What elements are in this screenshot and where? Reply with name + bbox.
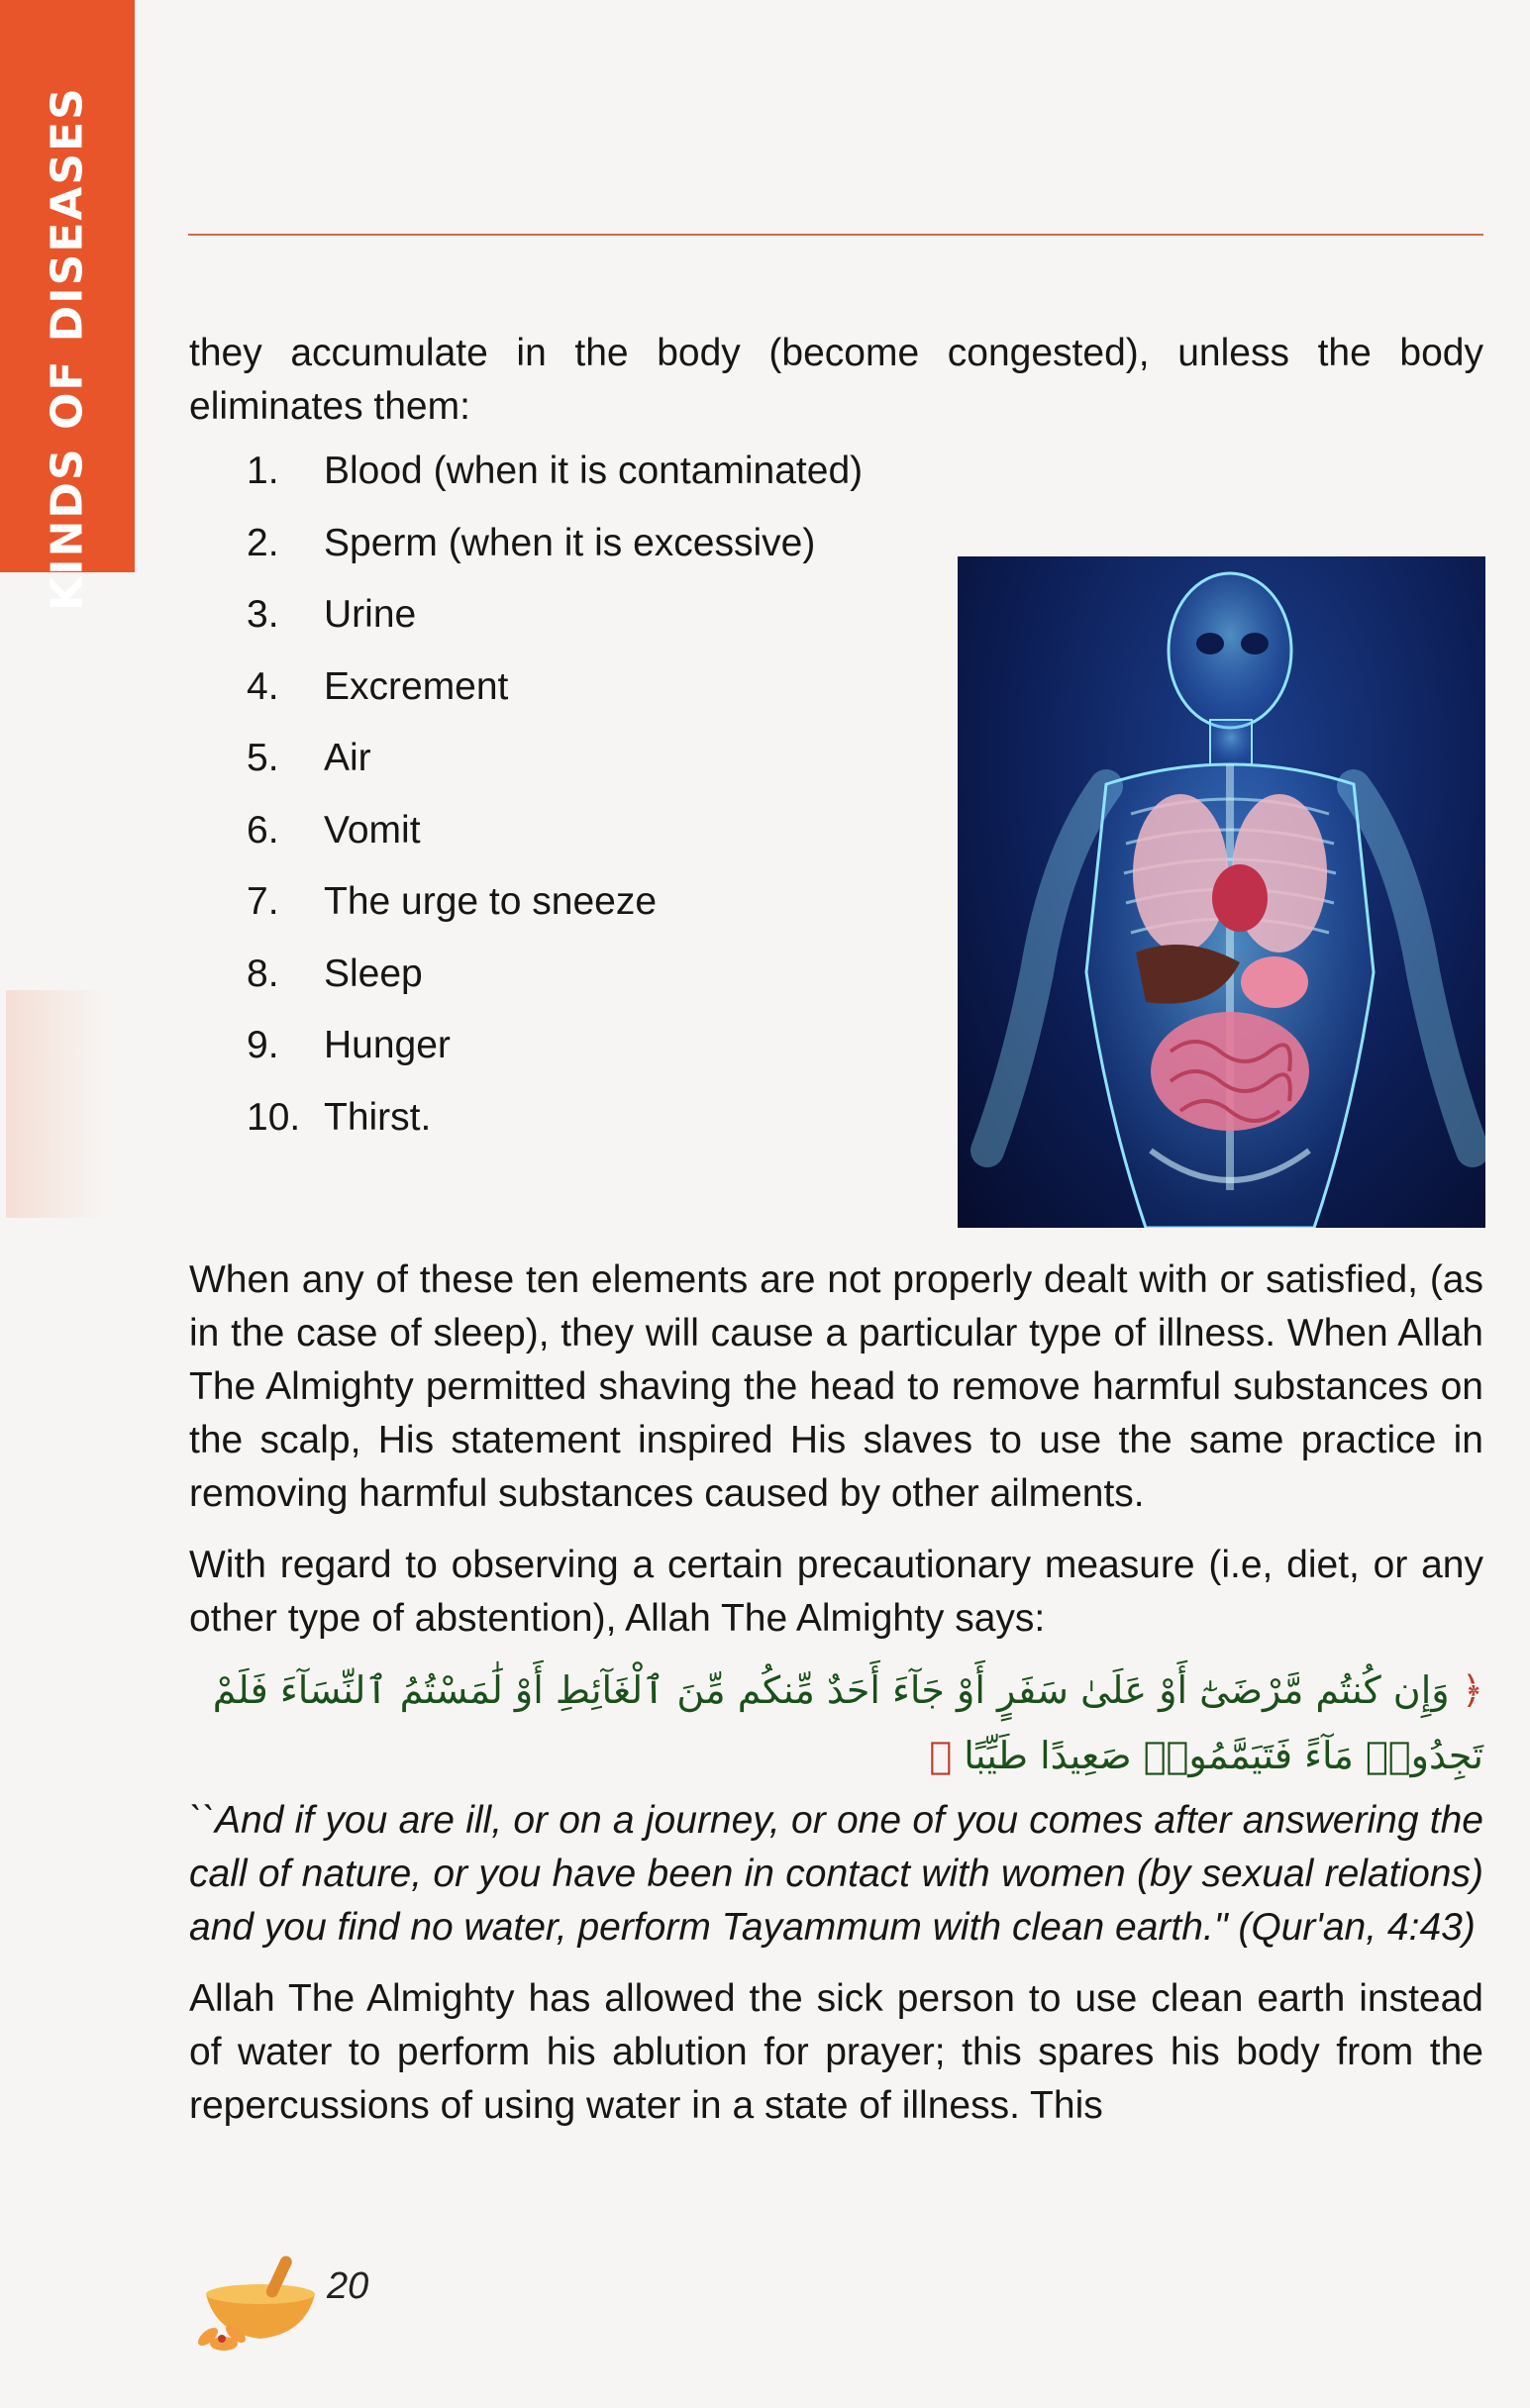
list-item: 4. Excrement	[247, 664, 509, 708]
list-item: 2. Sperm (when it is excessive)	[247, 521, 816, 564]
verse-close-mark: ﴾	[929, 1734, 953, 1777]
list-item: 8. Sleep	[247, 952, 423, 995]
anatomy-illustration	[958, 556, 1485, 1228]
verse-line: تَجِدُوا۟ مَآءً فَتَيَمَّمُوا۟ صَعِيدًا طَيِّبًا ﴾	[929, 1734, 1483, 1777]
list-item: 9. Hunger	[247, 1024, 451, 1066]
section-tab-label: KINDS OF DISEASES	[42, 86, 93, 611]
quran-verse-arabic	[189, 1657, 1483, 1788]
mortar-pestle-flower-icon	[186, 2240, 335, 2358]
list-item: 5. Air	[247, 737, 371, 779]
list-item: 7. The urge to sneeze	[247, 880, 658, 923]
intro-paragraph: they accumulate in the body (become congested), unless the body eliminates them:	[189, 332, 1483, 428]
page-number: 20	[327, 2265, 369, 2307]
page-body	[189, 327, 1483, 2133]
verse-translation: ``And if you are ill, or on a journey, or one of you comes after answering the call of nature, or you have been in contact with women (by sexual relations) and you find no water, perform Tayammum with clean earth." (Qur'an, 4:43)	[189, 1799, 1483, 1949]
list-item: 6. Vomit	[247, 808, 421, 852]
elements-list	[247, 436, 863, 1154]
list-item: 10. Thirst.	[247, 1095, 432, 1139]
list-section	[189, 434, 1483, 1236]
verse-line: ﴿ وَإِن كُنتُم مَّرْضَىٰٓ أَوْ عَلَىٰ سَفَرٍ أَوْ جَآءَ أَحَدٌ مِّنكُم مِّنَ ٱلْغَآئِطِ أَوْ لَٰمَسْتُمُ ٱلنِّسَآءَ فَلَمْ	[212, 1668, 1483, 1712]
paragraph: With regard to observing a certain precautionary measure (i.e, diet, or any other type of abstention), Allah The Almighty says:	[189, 1544, 1483, 1640]
list-item: 3. Urine	[247, 593, 417, 636]
list-item: 1. Blood (when it is contaminated)	[247, 450, 864, 492]
human-anatomy-icon	[958, 556, 1485, 1228]
verse-open-mark: ﴿	[1461, 1668, 1483, 1712]
paragraph: Allah The Almighty has allowed the sick person to use clean earth instead of water to perform his ablution for prayer; this spares his body from the repercussions of using water in a state of illness. This	[189, 1977, 1483, 2127]
section-tab	[0, 0, 135, 611]
side-decoration	[6, 990, 105, 1218]
paragraph: When any of these ten elements are not properly dealt with or satisfied, (as in the case of sleep), they will cause a particular type of illness. When Allah The Almighty permitted shaving the head to remove harmful substances on the scalp, His statement inspired His slaves to use the same practice in removing harmful substances caused by other ailments.	[189, 1258, 1483, 1515]
header-rule	[188, 234, 1483, 236]
